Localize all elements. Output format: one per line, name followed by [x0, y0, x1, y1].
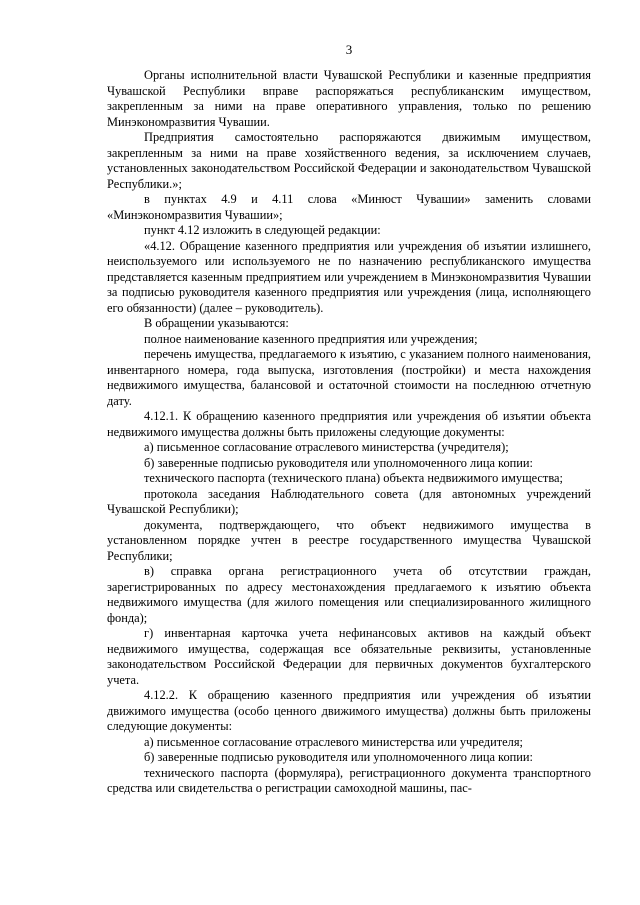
paragraph: «4.12. Обращение казенного предприятия или учреждения об изъятии излишнего, неиспользуемого или используемого не по назначению республиканского имущества представляется казенным предприятием или учреждением в Минэкономразвития Чувашии за подписью руководителя казенного предприятия или учреждения (лица, исполняющего его обязанности) (далее – руководитель). — [107, 238, 591, 315]
paragraph: а) письменное согласование отраслевого министерства (учредителя); — [144, 440, 509, 454]
paragraph: а) письменное согласование отраслевого министерства или учредителя; — [144, 734, 523, 749]
paragraph: Предприятия самостоятельно распоряжаются движимым имуществом, закрепленным за ними на праве хозяйственного ведения, за исключением случаев, установленных законодательством Российской Федерации и законодательством Чувашской Республики.»; — [107, 130, 591, 191]
paragraph: г) инвентарная карточка учета нефинансовых активов на каждый объект недвижимого имущества, содержащая все обязательные реквизиты, установленные законодательством Российской Федерации для первичных документов бухгалтерского учета. — [107, 626, 591, 687]
paragraph: технического паспорта (технического плана) объекта недвижимого имущества; — [144, 471, 563, 485]
paragraph: в) справка органа регистрационного учета об отсутствии граждан, зарегистрированных по адресу местонахождения предлагаемого к изъятию объекта недвижимого имущества (для жилого помещения или специализированного жилищного фонда); — [107, 564, 591, 625]
paragraph: документа, подтверждающего, что объект недвижимого имущества в установленном порядке учтен в реестре государственного имущества Чувашской Республики; — [107, 517, 591, 563]
paragraph: б) заверенные подписью руководителя или уполномоченного лица копии: — [144, 455, 533, 470]
paragraph: В обращении указываются: — [144, 316, 289, 330]
paragraph: в пунктах 4.9 и 4.11 слова «Минюст Чувашии» заменить словами «Минэкономразвития Чувашии»; — [107, 192, 591, 222]
paragraph: протокола заседания Наблюдательного совета (для автономных учреждений Чувашской Республики); — [107, 486, 591, 516]
document-body — [107, 68, 591, 797]
paragraph: Органы исполнительной власти Чувашской Республики и казенные предприятия Чувашской Республики вправе распоряжаться республиканским имуществом, закрепленным за ними на праве оперативного управления, только по решению Минэкономразвития Чувашии. — [107, 68, 591, 129]
paragraph: технического паспорта (формуляра), регистрационного документа транспортного средства или свидетельства о регистрации самоходной машины, пас- — [107, 765, 591, 795]
paragraph: 4.12.2. К обращению казенного предприятия или учреждения об изъятии движимого имущества (особо ценного движимого имущества) должны быть приложены следующие документы: — [107, 688, 591, 733]
paragraph: пункт 4.12 изложить в следующей редакции: — [144, 223, 381, 237]
page-number: 3 — [345, 42, 353, 57]
paragraph: полное наименование казенного предприятия или учреждения; — [144, 331, 478, 346]
paragraph: 4.12.1. К обращению казенного предприятия или учреждения об изъятии объекта недвижимого имущества должны быть приложены следующие документы: — [107, 409, 591, 439]
paragraph: б) заверенные подписью руководителя или уполномоченного лица копии: — [144, 750, 533, 764]
paragraph: перечень имущества, предлагаемого к изъятию, с указанием полного наименования, инвентарного номера, года выпуска, изготовления (постройки) и места нахождения недвижимого имущества, балансовой и остаточной стоимости на последнюю отчетную дату. — [107, 347, 591, 408]
